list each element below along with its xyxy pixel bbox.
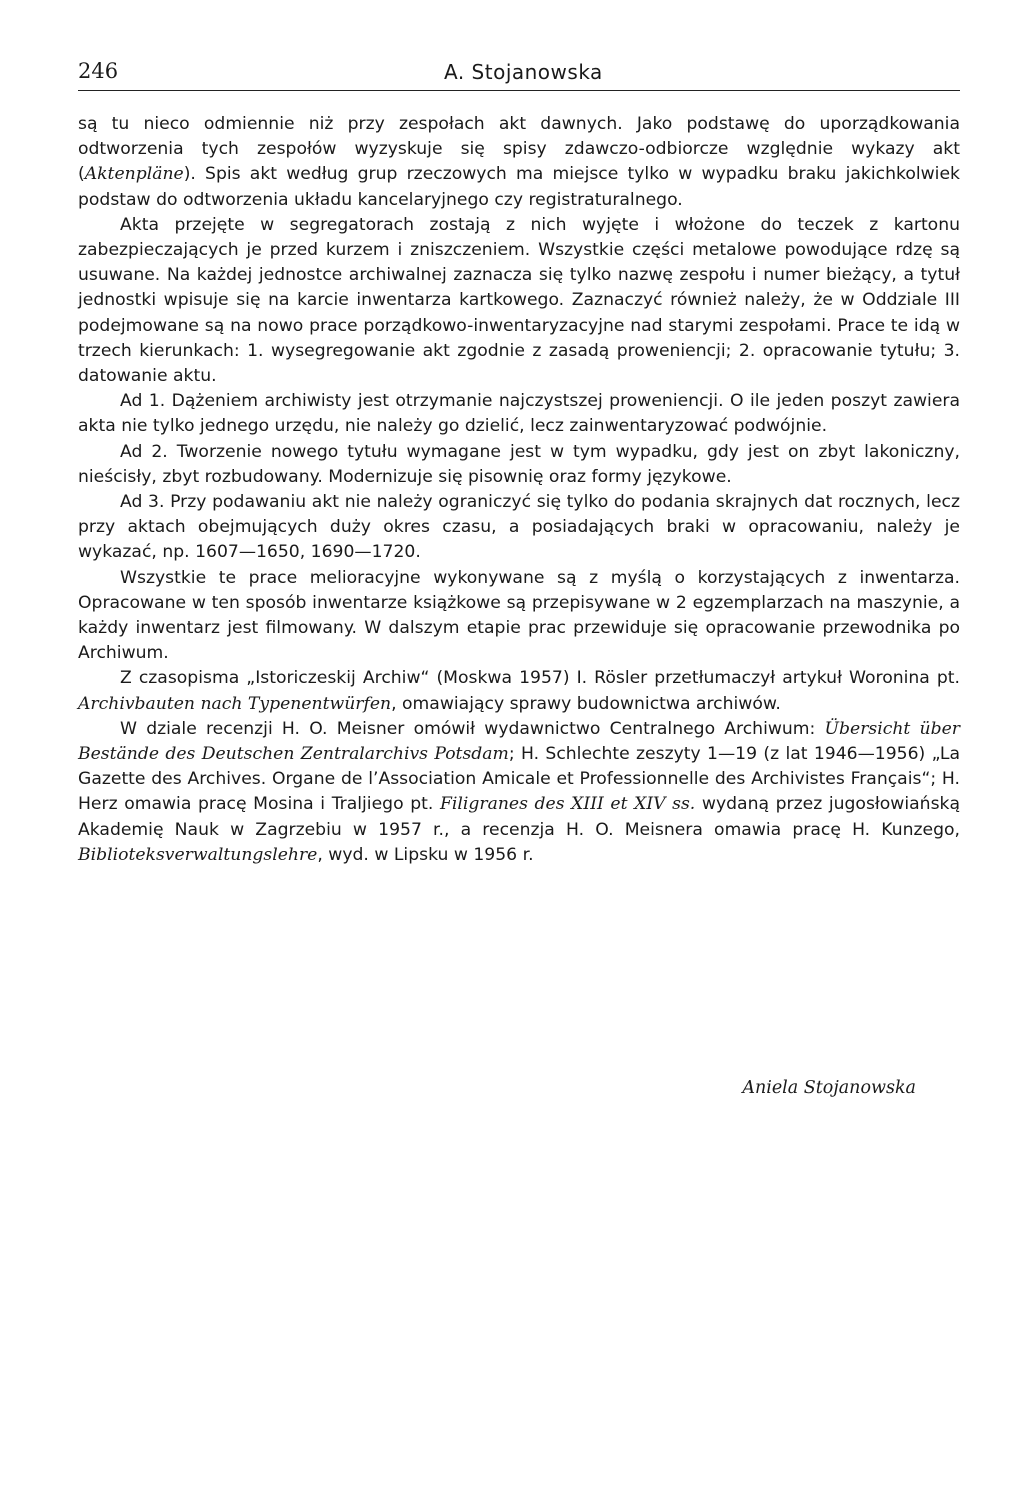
paragraph [78,389,960,439]
paragraph [78,440,960,490]
text-run: Ad 3. Przy podawaniu akt nie należy ograniczyć się tylko do podania skrajnych dat rocznych, lecz przy aktach obejmujących duży okres czasu, a posiadających braki w opracowaniu, należy je wykazać, np. 1607—1650, 1690—1720. [78,492,960,563]
text-run: , omawiający sprawy budownictwa archiwów. [391,693,781,714]
italic-title: Filigranes des XIII et XIV ss. [439,794,696,815]
body-text [78,112,960,868]
text-run: Ad 2. Tworzenie nowego tytułu wymagane jest w tym wypadku, gdy jest on zbyt lakoniczny, nieścisły, zbyt rozbudowany. Modernizuje się pisownię oraz formy językowe. [78,441,960,487]
paragraph [78,490,960,566]
text-run: ; H. Schlechte zeszyty 1—19 (z lat 1946—1956) „La Gazette des Archives. Organe de l’Association Amicale et Professionnelle des Archivistes Français“; H. Herz omawia pracę Mosina i Traljiego pt. [78,744,960,815]
text-run: W dziale recenzji H. O. Meisner omówił wydawnictwo Centralnego Archiwum: [120,718,825,739]
italic-title: Biblioteksverwaltungslehre [78,844,318,865]
italic-title: Archivbauten nach Typenentwürfen [78,693,392,714]
page-header [78,56,960,91]
text-run: ). Spis akt według grup rzeczowych ma miejsce tylko w wypadku braku jakichkolwiek podstaw do odtworzenia układu kancelaryjnego czy registraturalnego. [78,164,960,210]
paragraph [78,717,960,868]
text-run: Z czasopisma „Istoriczeskij Archiw“ (Moskwa 1957) I. Rösler przetłumaczył artykuł Woronina pt. [120,668,960,689]
text-run: Ad 1. Dążeniem archiwisty jest otrzymanie najczystszej proweniencji. O ile jeden poszyt zawiera akta nie tylko jednego urzędu, nie należy go dzielić, lecz zainwentaryzować podwójnie. [78,391,960,437]
paragraph [78,566,960,667]
paragraph [78,112,960,213]
text-run: Akta przejęte w segregatorach zostają z nich wyjęte i włożone do teczek z kartonu zabezpieczających je przed kurzem i zniszczeniem. Wszystkie części metalowe powodujące rdzę są usuwane. Na każdej jednostce archiwalnej zaznacza się tylko nazwę zespołu i numer bieżący, a tytuł jednostki wpisuje się na karcie inwentarza kartkowego. Zaznaczyć również należy, że w Oddziale III podejmowane są na nowo prace porządkowo-inwentaryzacyjne nad starymi zespołami. Prace te idą w trzech kierunkach: 1. wysegregowanie akt zgodnie z zasadą proweniencji; 2. opracowanie tytułu; 3. datowanie aktu. [78,214,960,387]
page-number: 246 [78,59,119,83]
text-run: , wyd. w Lipsku w 1956 r. [317,844,534,865]
author-signature: Aniela Stojanowska [742,1078,916,1098]
running-head: A. Stojanowska [444,60,603,84]
paragraph [78,666,960,716]
italic-title: Übersicht über Bestände des Deutschen Zentralarchivs Potsdam [78,718,960,765]
italic-title: Aktenpläne [84,164,184,185]
text-run: są tu nieco odmiennie niż przy zespołach akt dawnych. Jako podstawę do uporządkowania odtworzenia tych zespołów wyzyskuje się spisy zdawczo-odbiorcze względnie wykazy akt ( [78,114,960,185]
paragraph [78,213,960,389]
text-run: wydaną przez jugosłowiańską Akademię Nauk w Zagrzebiu w 1957 r., a recenzja H. O. Meisnera omawia pracę H. Kunzego, [78,794,961,840]
text-run: Wszystkie te prace melioracyjne wykonywane są z myślą o korzystających z inwentarza. Opracowane w ten sposób inwentarze książkowe są przepisywane w 2 egzemplarzach na maszynie, a każdy inwentarz jest filmowany. W dalszym etapie prac przewiduje się opracowanie przewodnika po Archiwum. [78,567,960,664]
